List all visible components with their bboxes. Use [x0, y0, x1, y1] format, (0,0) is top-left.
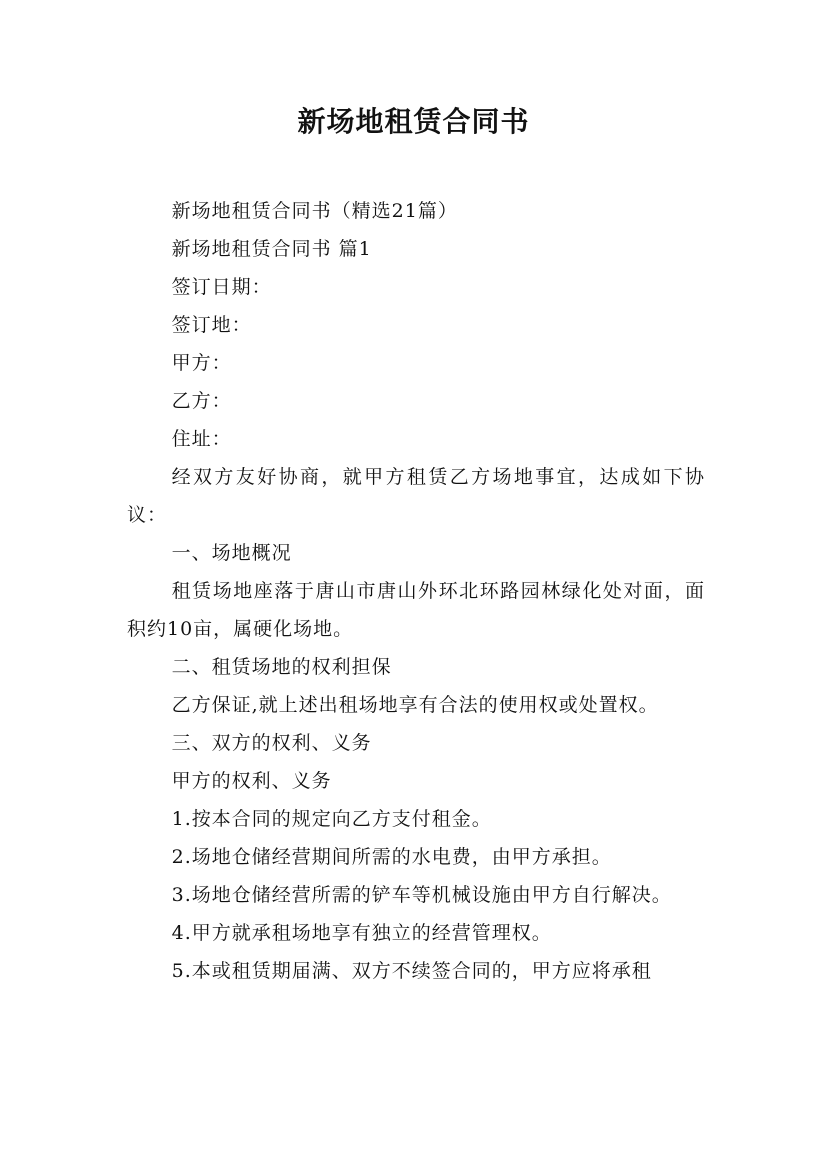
- document-body: [127, 192, 705, 990]
- paragraph-address: 住址：: [171, 428, 232, 450]
- paragraph-item-5: 5.本或租赁期届满、双方不续签合同的，甲方应将承租: [171, 960, 652, 982]
- paragraph-item-1: 1.按本合同的规定向乙方支付租金。: [171, 808, 492, 830]
- paragraph-agreement-intro: 经双方友好协商，就甲方租赁乙方场地事宜，达成如下协议：: [127, 466, 705, 526]
- paragraph-party-b: 乙方：: [171, 390, 232, 412]
- paragraph-heading-rights-guarantee: 二、租赁场地的权利担保: [171, 656, 392, 678]
- paragraph-site-location: 租赁场地座落于唐山市唐山外环北环路园林绿化处对面，面积约10亩，属硬化场地。: [127, 580, 705, 640]
- paragraph-item-2: 2.场地仓储经营期间所需的水电费，由甲方承担。: [171, 846, 612, 868]
- paragraph-party-a-rights: 甲方的权利、义务: [171, 770, 332, 792]
- paragraph-section-heading: 新场地租赁合同书 篇1: [171, 238, 372, 260]
- paragraph-item-4: 4.甲方就承租场地享有独立的经营管理权。: [171, 922, 552, 944]
- paragraph-party-a: 甲方：: [171, 352, 232, 374]
- paragraph-guarantee: 乙方保证,就上述出租场地享有合法的使用权或处置权。: [171, 694, 659, 716]
- paragraph-sign-date: 签订日期：: [171, 276, 272, 298]
- paragraph-item-3: 3.场地仓储经营所需的铲车等机械设施由甲方自行解决。: [171, 884, 672, 906]
- paragraph-sign-place: 签订地：: [171, 314, 252, 336]
- document-title: 新场地租赁合同书: [297, 105, 530, 138]
- paragraph-heading-rights-obligations: 三、双方的权利、义务: [171, 732, 372, 754]
- paragraph-heading-overview: 一、场地概况: [171, 542, 292, 564]
- paragraph-intro-title: 新场地租赁合同书（精选21篇）: [171, 200, 458, 222]
